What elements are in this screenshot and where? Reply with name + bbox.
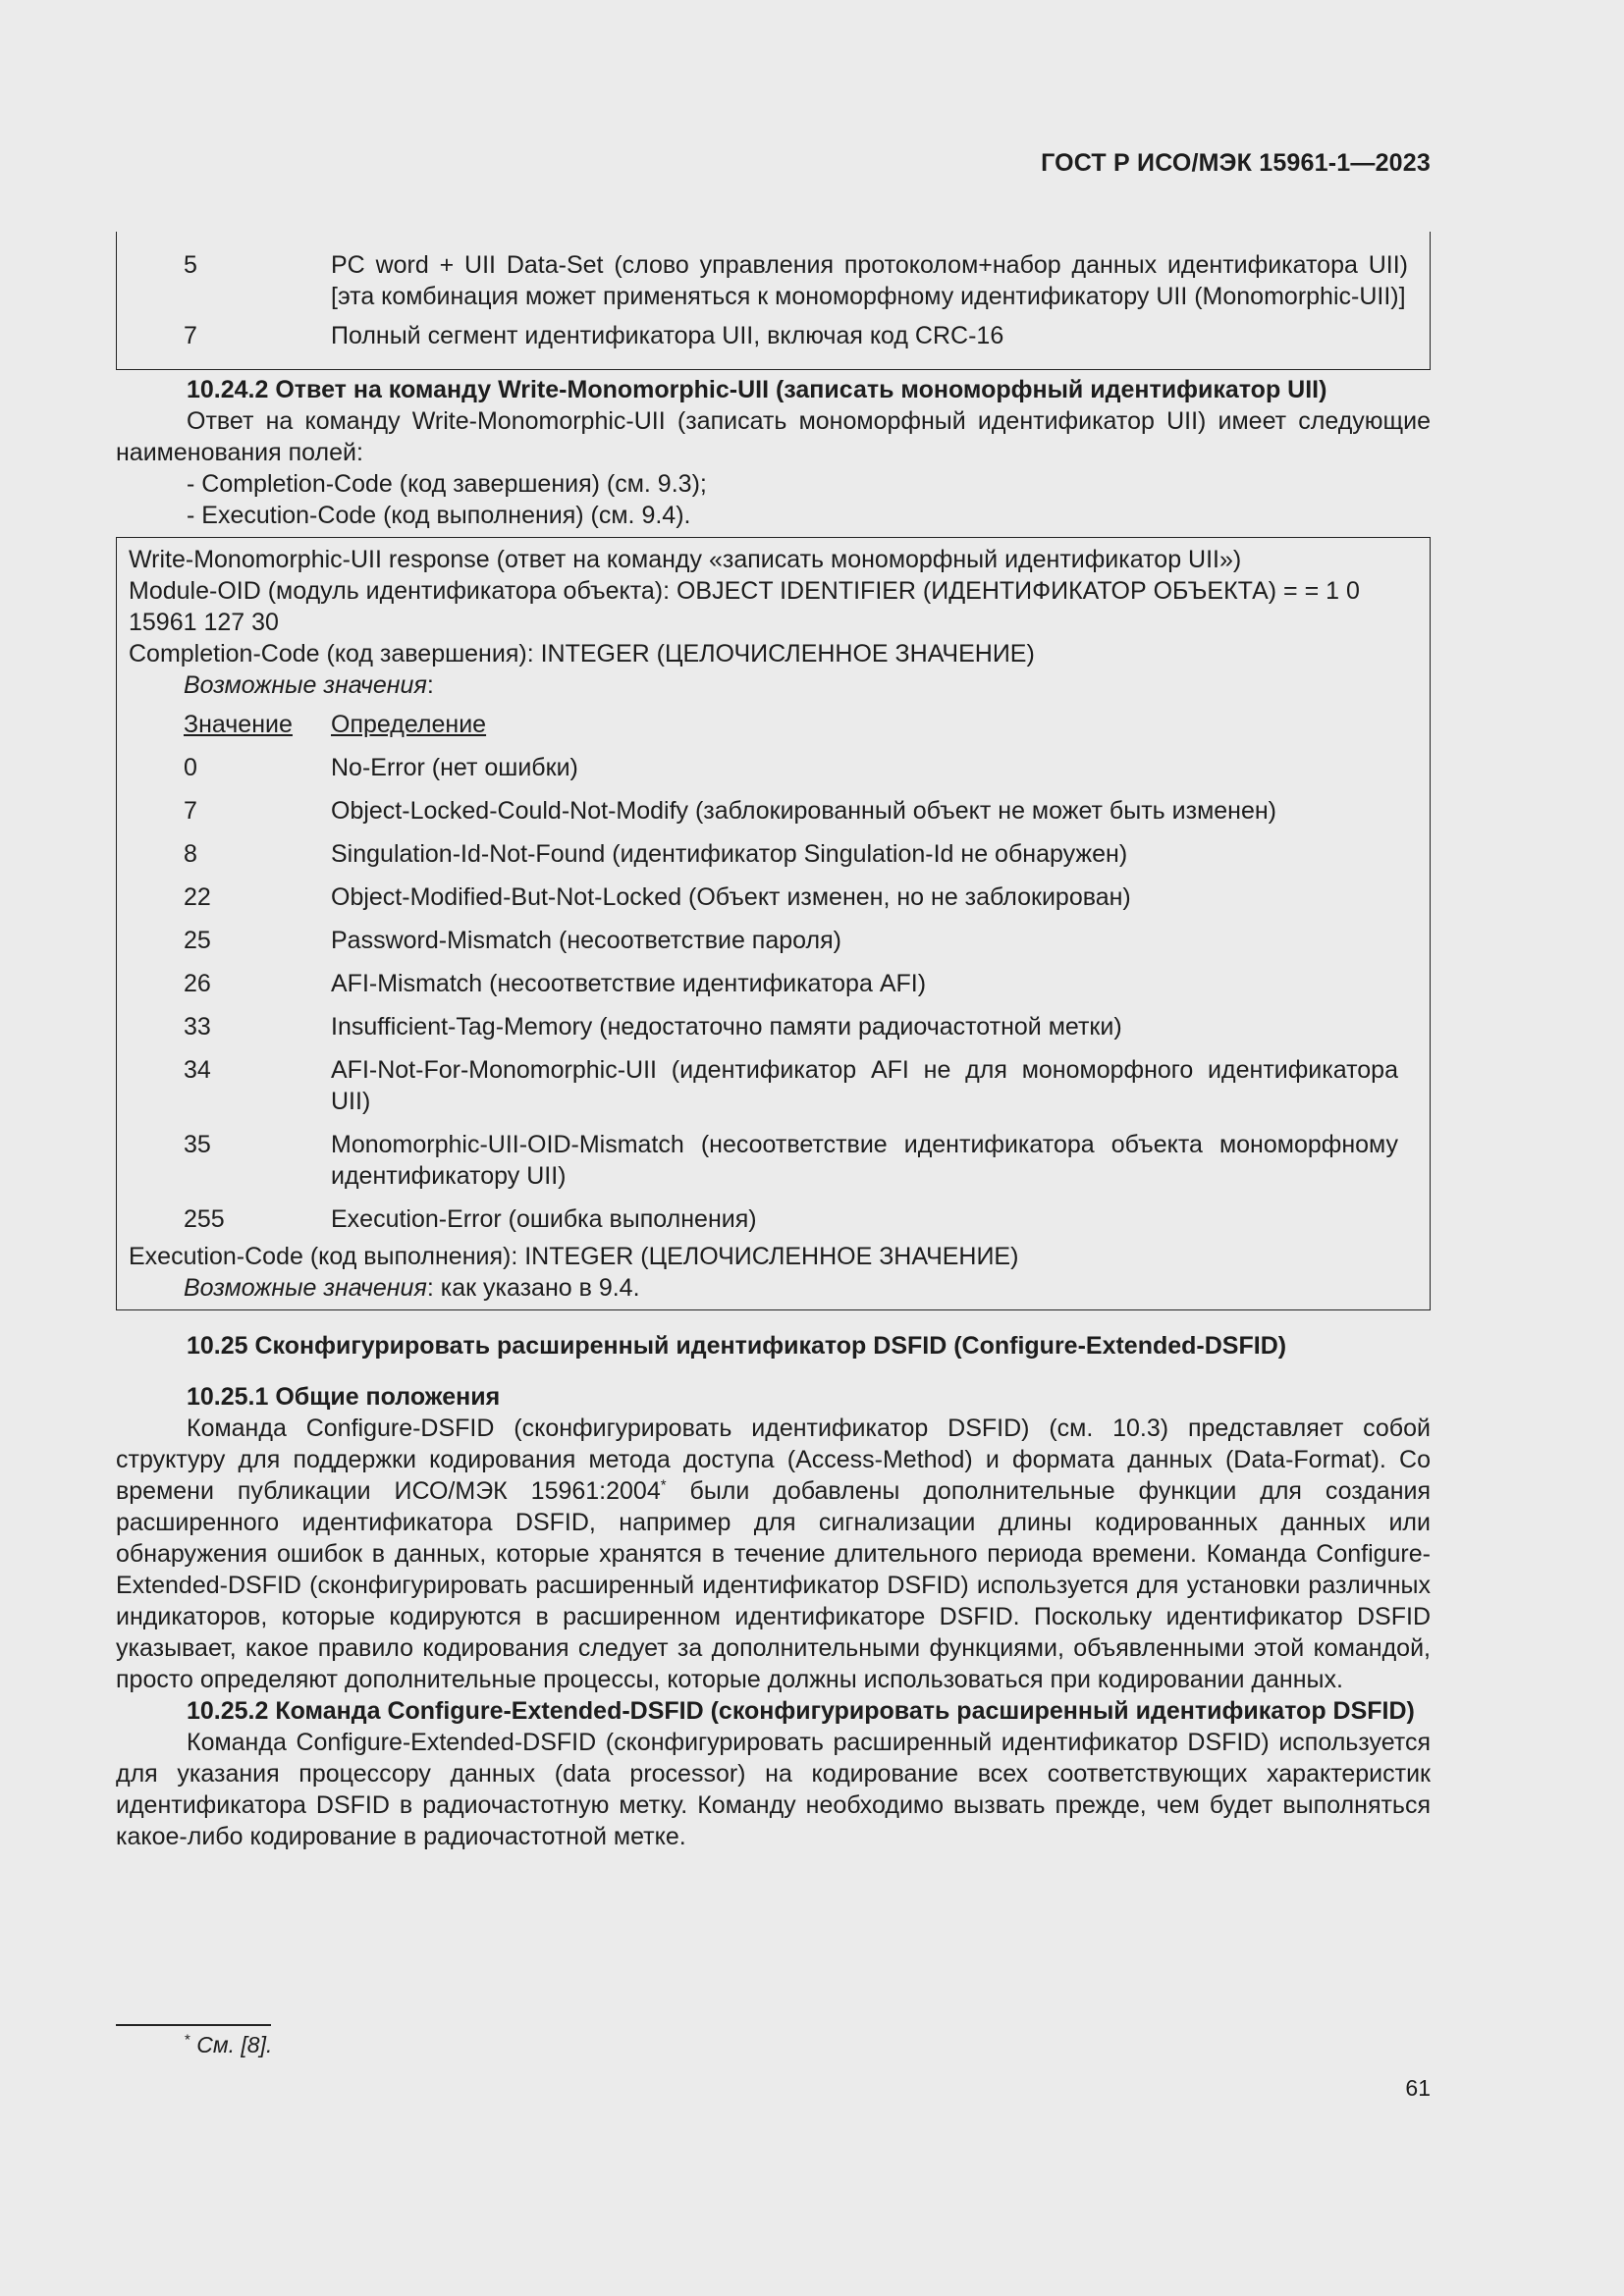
footnote-text: См. [8]. [196,2032,273,2057]
row-number: 5 [184,251,197,279]
value-definition: AFI-Not-For-Monomorphic-UII (идентификатор AFI не для мономорфного идентификатора UII) [331,1056,1398,1115]
value-code: 7 [184,797,197,825]
value-code: 22 [184,883,211,911]
exec-possible-values-label: Возможные значения [184,1274,427,1302]
value-code: 35 [184,1131,211,1158]
row-text: PC word + UII Data-Set (слово управления протоколом+набор данных идентификатора UII) [эта комбинация может применяться к мономорфному идентификатору UII (Monomorphic-UII)] [331,251,1408,310]
value-definition: Insufficient-Tag-Memory (недостаточно памяти радиочастотной метки) [331,1013,1122,1041]
value-definition: Object-Locked-Could-Not-Modify (заблокированный объект не может быть изменен) [331,797,1277,825]
response-definition-box [116,537,1431,1310]
table-row [117,320,1430,351]
value-code: 25 [184,927,211,954]
footnote-mark: * [185,2031,190,2049]
column-header-definition: Определение [331,711,487,738]
value-row [129,968,1420,999]
box-line-response: Write-Monomorphic-UII response (ответ на команду «записать мономорфный идентификатор UII») [129,546,1242,573]
section-heading-10-25-1: 10.25.1 Общие положения [187,1383,501,1411]
footnote-ref: * [660,1476,667,1494]
value-code: 255 [184,1205,225,1233]
top-table-fragment [116,232,1431,370]
value-row [129,1054,1420,1117]
value-row [129,1129,1420,1192]
values-header [129,709,1420,740]
box-line-execution-code: Execution-Code (код выполнения): INTEGER (ЦЕЛОЧИСЛЕННОЕ ЗНАЧЕНИЕ) [129,1243,1019,1270]
possible-values-line [129,669,1420,701]
possible-values-colon: : [426,671,434,699]
value-row [129,1011,1420,1042]
list-item: - Execution-Code (код выполнения) (см. 9.4). [187,502,691,529]
page-number: 61 [1405,2075,1431,2101]
row-text: Полный сегмент идентификатора UII, включая код CRC-16 [331,322,1004,349]
row-number: 7 [184,322,197,349]
paragraph: Ответ на команду Write-Monomorphic-UII (записать мономорфный идентификатор UII) имеет следующие наименования полей: [116,407,1431,466]
paragraph: Команда Configure-DSFID (сконфигурировать идентификатор DSFID) (см. 10.3) представляет собой структуру для поддержки кодирования метода доступа (Access-Method) и формата данных (Data-Format). Со времени публикации ИСО/МЭК 15961:2004* были добавлены дополнительные функции для создания расширенного идентификатора DSFID, например для сигнализации длины кодированных данных или обнаружения ошибок в данных, которые хранятся в течение длительного периода времени. Команда Configure-Extended-DSFID (сконфигурировать расширенный идентификатор DSFID) используется для установки различных индикаторов, которые кодируются в расширенном идентификаторе DSFID. Поскольку идентификатор DSFID указывает, какое правило кодирования следует за дополнительными функциями, объявленными этой командой, просто определяют дополнительные процессы, которые должны использоваться при кодировании данных. [116,1415,1432,1693]
value-code: 8 [184,840,197,868]
value-row [129,795,1420,827]
value-definition: No-Error (нет ошибки) [331,754,578,781]
exec-possible-values-line [129,1272,1420,1304]
value-row [129,881,1420,913]
box-line-module-oid: Module-OID (модуль идентификатора объекта): OBJECT IDENTIFIER (ИДЕНТИФИКАТОР ОБЪЕКТА) = = 1 0 15961 127 30 [129,577,1360,636]
value-code: 34 [184,1056,211,1084]
column-header-value: Значение [184,711,293,738]
footnote-separator [116,2024,271,2026]
value-definition: Monomorphic-UII-OID-Mismatch (несоответствие идентификатора объекта мономорфному идентификатору UII) [331,1131,1398,1190]
section-heading-10-24-2: 10.24.2 Ответ на команду Write-Monomorphic-UII (записать мономорфный идентификатор UII) [187,376,1327,403]
possible-values-label: Возможные значения [184,671,427,699]
footnote [185,2032,272,2058]
box-line-completion-code: Completion-Code (код завершения): INTEGER (ЦЕЛОЧИСЛЕННОЕ ЗНАЧЕНИЕ) [129,640,1035,667]
section-heading-10-25-2: 10.25.2 Команда Configure-Extended-DSFID (сконфигурировать расширенный идентификатор DSFID) [187,1697,1415,1725]
paragraph: Команда Configure-Extended-DSFID (сконфигурировать расширенный идентификатор DSFID) используется для указания процессору данных (data processor) на кодирование всех соответствующих характеристик идентификатора DSFID в радиочастотную метку. Команду необходимо вызвать прежде, чем будет выполняться какое-либо кодирование в радиочастотной метке. [116,1729,1431,1850]
value-code: 33 [184,1013,211,1041]
page-content [116,232,1431,1852]
list-item: - Completion-Code (код завершения) (см. 9.3); [187,470,707,498]
value-definition: Object-Modified-But-Not-Locked (Объект изменен, но не заблокирован) [331,883,1131,911]
value-definition: Execution-Error (ошибка выполнения) [331,1205,757,1233]
table-row [117,249,1430,312]
value-code: 0 [184,754,197,781]
value-row [129,925,1420,956]
value-row [129,1203,1420,1235]
value-row [129,838,1420,870]
value-row [129,752,1420,783]
document-header-title: ГОСТ Р ИСО/МЭК 15961-1—2023 [1041,149,1431,177]
exec-possible-values-text: : как указано в 9.4. [426,1274,640,1302]
value-code: 26 [184,970,211,997]
value-definition: Singulation-Id-Not-Found (идентификатор Singulation-Id не обнаружен) [331,840,1128,868]
value-definition: AFI-Mismatch (несоответствие идентификатора AFI) [331,970,927,997]
value-definition: Password-Mismatch (несоответствие пароля) [331,927,841,954]
section-heading-10-25: 10.25 Сконфигурировать расширенный идентификатор DSFID (Configure-Extended-DSFID) [187,1332,1287,1360]
